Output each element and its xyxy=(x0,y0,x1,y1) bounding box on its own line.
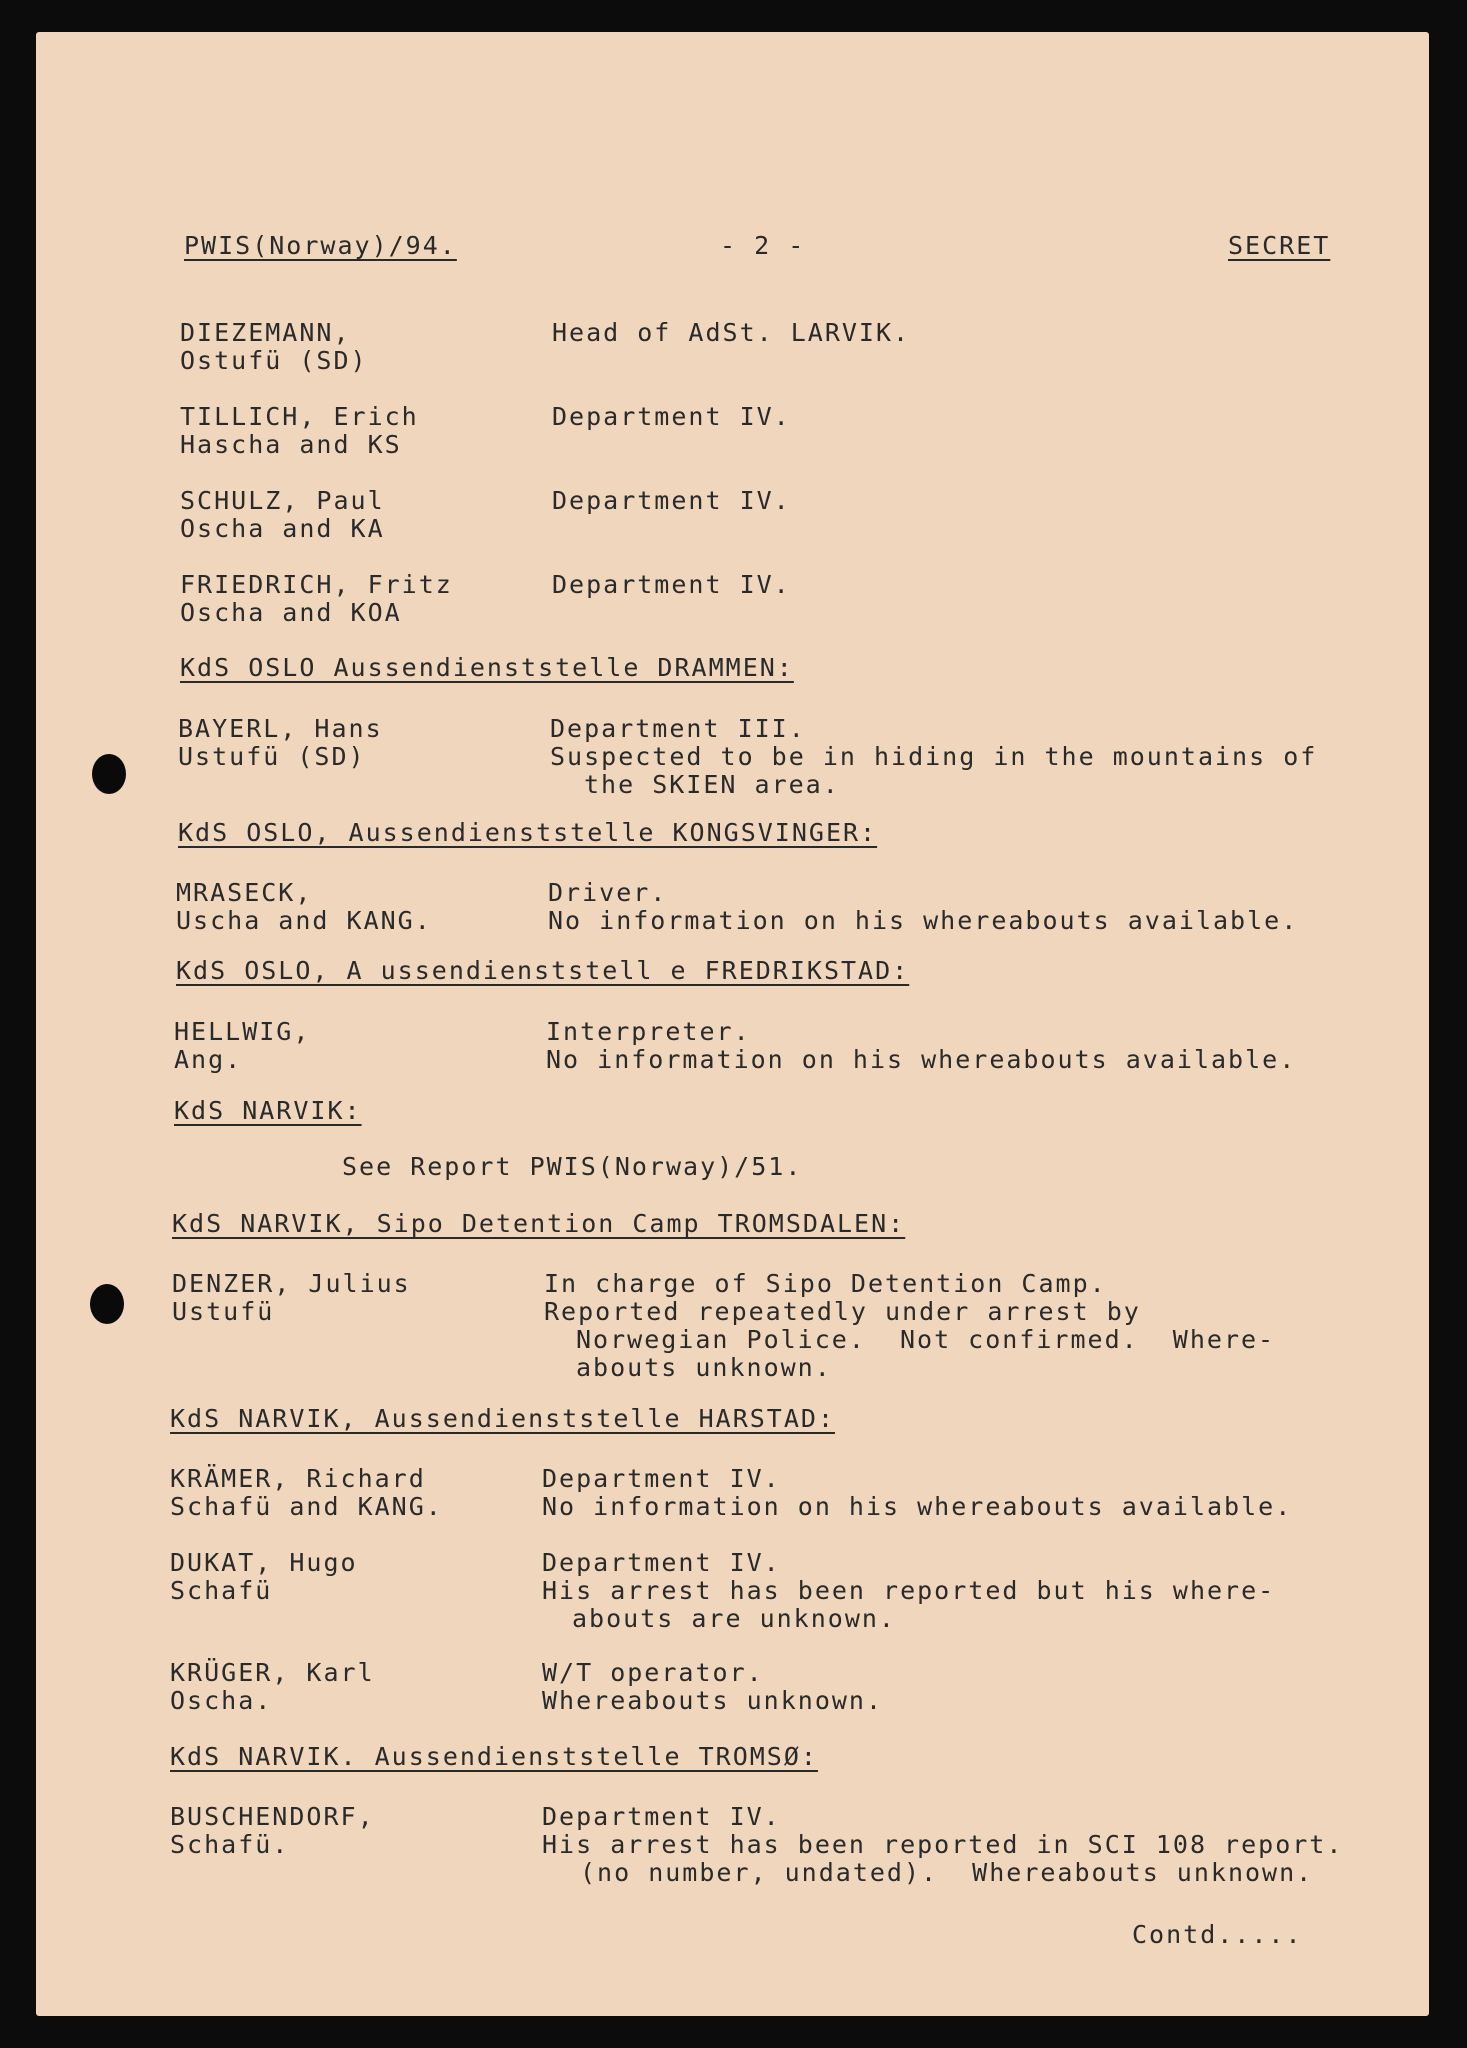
entry-description: Department IV. xyxy=(552,402,791,431)
entry-rank: Oscha. xyxy=(170,1686,273,1715)
entry-description: In charge of Sipo Detention Camp. xyxy=(544,1269,1107,1298)
entry-description: No information on his whereabouts available. xyxy=(548,906,1299,935)
section-heading: KdS NARVIK: xyxy=(174,1096,362,1125)
entry-rank: Ang. xyxy=(174,1045,243,1074)
section-heading: KdS NARVIK, Aussendienststelle HARSTAD: xyxy=(170,1404,835,1433)
entry-description: Norwegian Police. Not confirmed. Where- xyxy=(576,1325,1276,1354)
classification-marking: SECRET xyxy=(1228,231,1331,260)
entry-rank: Schafü. xyxy=(170,1830,290,1859)
entry-description: Department IV. xyxy=(542,1464,781,1493)
entry-description: (no number, undated). Whereabouts unknown. xyxy=(580,1858,1314,1887)
entry-name: DENZER, Julius xyxy=(172,1269,411,1298)
entry-description: No information on his whereabouts available. xyxy=(542,1492,1293,1521)
entry-name: MRASECK, xyxy=(176,878,313,907)
section-note: See Report PWIS(Norway)/51. xyxy=(342,1152,803,1181)
entry-name: TILLICH, Erich xyxy=(180,402,419,431)
section-heading: KdS OSLO, Aussendienststelle KONGSVINGER: xyxy=(178,818,878,847)
entry-name: KRÜGER, Karl xyxy=(170,1658,375,1687)
entry-rank: Ustufü xyxy=(172,1297,275,1326)
entry-description: Driver. xyxy=(548,878,668,907)
section-heading: KdS OSLO Aussendienststelle DRAMMEN: xyxy=(180,653,794,682)
entry-name: DIEZEMANN, xyxy=(180,318,351,347)
section-heading: KdS NARVIK, Sipo Detention Camp TROMSDALEN: xyxy=(172,1209,906,1238)
entry-description: Department IV. xyxy=(552,570,791,599)
entry-description: His arrest has been reported in SCI 108 report. xyxy=(542,1830,1344,1859)
entry-description: Department IV. xyxy=(552,486,791,515)
entry-description: Interpreter. xyxy=(546,1017,751,1046)
punch-hole xyxy=(92,754,126,794)
entry-description: Suspected to be in hiding in the mountains of xyxy=(550,742,1318,771)
entry-description: W/T operator. xyxy=(542,1658,764,1687)
entry-description: Department IV. xyxy=(542,1802,781,1831)
entry-name: BAYERL, Hans xyxy=(178,714,383,743)
entry-name: DUKAT, Hugo xyxy=(170,1548,358,1577)
entry-description: His arrest has been reported but his where- xyxy=(542,1576,1276,1605)
entry-name: HELLWIG, xyxy=(174,1017,311,1046)
document-page xyxy=(36,32,1429,2016)
entry-description: Department IV. xyxy=(542,1548,781,1577)
entry-rank: Uscha and KANG. xyxy=(176,906,432,935)
entry-rank: Schafü and KANG. xyxy=(170,1492,443,1521)
continued-marker: Contd..... xyxy=(1132,1920,1303,1949)
punch-hole xyxy=(90,1284,124,1324)
page-number: - 2 - xyxy=(720,231,806,260)
entry-rank: Schafü xyxy=(170,1576,273,1605)
entry-description: Reported repeatedly under arrest by xyxy=(544,1297,1141,1326)
entry-description: the SKIEN area. xyxy=(584,770,840,799)
entry-name: FRIEDRICH, Fritz xyxy=(180,570,453,599)
entry-rank: Ostufü (SD) xyxy=(180,346,368,375)
entry-name: SCHULZ, Paul xyxy=(180,486,385,515)
entry-description: abouts are unknown. xyxy=(572,1604,896,1633)
entry-name: KRÄMER, Richard xyxy=(170,1464,426,1493)
entry-description: abouts unknown. xyxy=(576,1353,832,1382)
section-heading: KdS OSLO, A ussendienststell e FREDRIKSTAD: xyxy=(176,956,910,985)
entry-name: BUSCHENDORF, xyxy=(170,1802,375,1831)
entry-description: Whereabouts unknown. xyxy=(542,1686,884,1715)
section-heading: KdS NARVIK. Aussendienststelle TROMSØ: xyxy=(170,1742,818,1771)
entry-description: Head of AdSt. LARVIK. xyxy=(552,318,911,347)
entry-rank: Oscha and KOA xyxy=(180,598,402,627)
entry-rank: Hascha and KS xyxy=(180,430,402,459)
entry-rank: Ustufü (SD) xyxy=(178,742,366,771)
entry-description: No information on his whereabouts available. xyxy=(546,1045,1297,1074)
entry-rank: Oscha and KA xyxy=(180,514,385,543)
document-reference: PWIS(Norway)/94. xyxy=(184,231,457,260)
entry-description: Department III. xyxy=(550,714,806,743)
